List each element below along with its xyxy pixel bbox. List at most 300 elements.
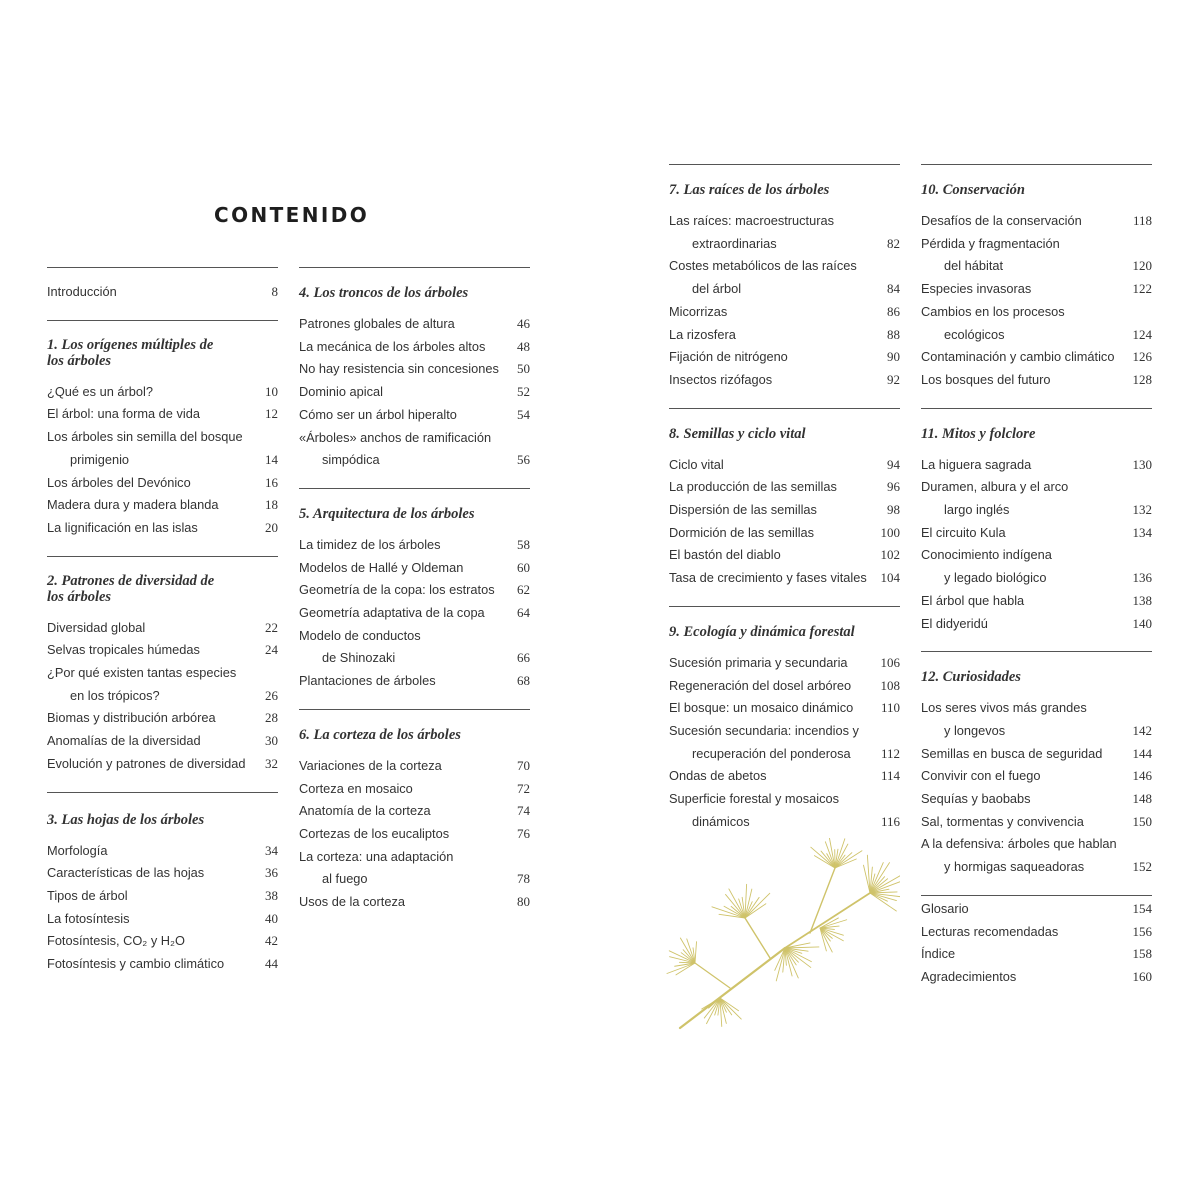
- toc-entry[interactable]: [921, 476, 1152, 521]
- entry-title-line: Dormición de las semillas: [669, 524, 815, 540]
- toc-entry[interactable]: [669, 476, 900, 499]
- section-title[interactable]: 11. Mitos y folclore: [921, 425, 1036, 442]
- toc-column-4: [921, 164, 1152, 989]
- toc-entry[interactable]: [921, 833, 1152, 878]
- entry-title-line: Pérdida y fragmentación: [921, 235, 1060, 251]
- toc-entry[interactable]: [299, 381, 530, 404]
- entry-page: 106: [880, 654, 900, 670]
- entry-title-line: La rizosfera: [669, 326, 736, 342]
- entry-title: [299, 336, 517, 359]
- section-title[interactable]: 9. Ecología y dinámica forestal: [669, 623, 855, 640]
- entry-title: [47, 753, 265, 776]
- entry-page: 42: [265, 933, 278, 949]
- entry-title-line: La lignificación en las islas: [47, 519, 198, 535]
- entry-title: [921, 613, 1133, 636]
- toc-entry[interactable]: [921, 811, 1152, 834]
- entry-title: [299, 381, 517, 404]
- entry-page: 138: [1132, 592, 1152, 608]
- toc-section-8: [669, 408, 900, 606]
- entry-list: [47, 617, 278, 776]
- toc-entry[interactable]: [921, 590, 1152, 613]
- entry-page: 68: [517, 673, 530, 689]
- entry-title: [47, 617, 265, 640]
- entry-title: [299, 846, 517, 891]
- entry-page: 118: [1132, 213, 1152, 228]
- section-title[interactable]: 7. Las raíces de los árboles: [669, 182, 830, 198]
- entry-title-line: Diversidad global: [47, 619, 146, 635]
- entry-page: 158: [1132, 946, 1152, 962]
- toc-intro-block: [47, 267, 278, 320]
- entry-title: [921, 788, 1133, 811]
- entry-title: [921, 476, 1133, 521]
- toc-entry[interactable]: [47, 707, 278, 730]
- toc-entry[interactable]: [921, 921, 1152, 944]
- entry-page: 8: [271, 284, 278, 299]
- entry-title: [299, 358, 517, 381]
- toc-entry[interactable]: [921, 278, 1152, 301]
- toc-entry[interactable]: [921, 233, 1152, 278]
- toc-entry[interactable]: [921, 943, 1152, 966]
- toc-section-1: [47, 320, 278, 556]
- toc-column-1: [47, 267, 278, 976]
- entry-title: [669, 720, 881, 765]
- entry-title-line: Especies invasoras: [921, 281, 1032, 297]
- entry-title-line: Los bosques del futuro: [921, 371, 1051, 387]
- entry-page: 40: [265, 910, 278, 926]
- entry-page: 124: [1132, 326, 1152, 342]
- toc-entry[interactable]: [921, 765, 1152, 788]
- toc-section-12: [921, 651, 1152, 895]
- entry-page: 78: [517, 871, 530, 887]
- entry-title: [921, 369, 1133, 392]
- entry-title-line: El árbol que habla: [921, 592, 1025, 608]
- toc-entry[interactable]: [669, 720, 900, 765]
- entry-page: 96: [887, 479, 900, 495]
- entry-page: 48: [517, 338, 530, 354]
- entry-title: [299, 313, 517, 336]
- entry-title: [299, 427, 517, 472]
- entry-title-continuation: ecológicos: [944, 326, 1005, 342]
- entry-list: [669, 454, 900, 590]
- entry-page: 50: [517, 361, 530, 377]
- toc-entry[interactable]: [47, 840, 278, 863]
- toc-entry[interactable]: [299, 336, 530, 359]
- toc-entry[interactable]: [299, 800, 530, 823]
- entry-page: 22: [265, 619, 278, 635]
- entry-title-continuation: extraordinarias: [692, 235, 777, 251]
- entry-page: 66: [517, 650, 530, 666]
- entry-title: [669, 697, 881, 720]
- entry-page: 18: [265, 497, 278, 513]
- toc-entry[interactable]: [669, 788, 900, 833]
- entry-title-line: Patrones globales de altura: [299, 316, 455, 331]
- entry-page: 76: [517, 825, 530, 841]
- toc-entry[interactable]: [921, 544, 1152, 589]
- entry-title: [921, 966, 1133, 989]
- entry-title-line: ¿Qué es un árbol?: [47, 383, 153, 399]
- entry-page: 110: [880, 700, 900, 716]
- entry-title-line: «Árboles» anchos de ramificación: [299, 429, 492, 445]
- entry-title-line: Cómo ser un árbol hiperalto: [299, 406, 457, 422]
- entry-title: [299, 625, 517, 670]
- entry-page: 72: [517, 780, 530, 796]
- entry-page: 64: [517, 605, 530, 621]
- toc-entry[interactable]: [921, 898, 1152, 921]
- entry-title-line: No hay resistencia sin concesiones: [299, 361, 499, 377]
- entry-title: [47, 930, 265, 953]
- entry-page: 54: [517, 406, 530, 422]
- toc-entry[interactable]: [299, 670, 530, 693]
- entry-title: [921, 697, 1133, 742]
- entry-title: [299, 557, 517, 580]
- toc-entry[interactable]: [669, 675, 900, 698]
- entry-title-line: Desafíos de la conservación: [921, 213, 1082, 228]
- toc-entry[interactable]: [47, 662, 278, 707]
- entry-title: [299, 778, 517, 801]
- entry-title: [921, 943, 1133, 966]
- toc-entry[interactable]: [669, 652, 900, 675]
- toc-entry[interactable]: [669, 697, 900, 720]
- entry-title-line: Características de las hojas: [47, 865, 205, 881]
- entry-page: 20: [265, 519, 278, 535]
- toc-entry[interactable]: [669, 324, 900, 347]
- toc-section-5: [299, 488, 530, 709]
- toc-entry[interactable]: [47, 953, 278, 976]
- entry-title-line: Glosario: [921, 900, 969, 916]
- toc-entry[interactable]: [669, 346, 900, 369]
- toc-entry[interactable]: [47, 930, 278, 953]
- entry-title-line: Fotosíntesis y cambio climático: [47, 956, 225, 972]
- entry-title: [669, 652, 881, 675]
- entry-title-continuation: en los trópicos?: [70, 687, 160, 703]
- entry-page: 90: [887, 349, 900, 365]
- entry-title-line: Fijación de nitrógeno: [669, 349, 788, 365]
- entry-page: 140: [1132, 615, 1152, 631]
- toc-entry[interactable]: [921, 788, 1152, 811]
- entry-title: [921, 454, 1133, 477]
- entry-title-line: Evolución y patrones de diversidad: [47, 755, 246, 771]
- entry-title: [47, 908, 265, 931]
- entry-title: [669, 675, 881, 698]
- toc-entry[interactable]: [299, 778, 530, 801]
- toc-entry[interactable]: [299, 427, 530, 472]
- entry-title: [921, 765, 1133, 788]
- entry-page: 126: [1132, 349, 1152, 365]
- entry-title-line: Variaciones de la corteza: [299, 757, 442, 773]
- entry-page: 60: [517, 559, 530, 575]
- entry-title-line: Selvas tropicales húmedas: [47, 642, 200, 658]
- entry-title-line: Dispersión de las semillas: [669, 502, 817, 518]
- section-title[interactable]: 3. Las hojas de los árboles: [47, 811, 205, 828]
- entry-page: 116: [880, 813, 900, 829]
- entry-list: [47, 840, 278, 976]
- toc-entry[interactable]: [921, 454, 1152, 477]
- toc-entry[interactable]: [921, 522, 1152, 545]
- toc-entry[interactable]: [299, 755, 530, 778]
- entry-title: [299, 823, 517, 846]
- entry-title: [669, 454, 887, 477]
- section-title[interactable]: 12. Curiosidades: [921, 669, 1021, 686]
- toc-entry[interactable]: [47, 908, 278, 931]
- toc-section-4: [299, 267, 530, 488]
- section-title[interactable]: 1. Los orígenes múltiples de los árboles: [47, 336, 214, 369]
- toc-column-2: [299, 267, 530, 914]
- entry-title: [669, 346, 887, 369]
- entry-page: 94: [887, 456, 900, 472]
- toc-entry[interactable]: [669, 210, 900, 255]
- toc-entry[interactable]: [669, 255, 900, 300]
- toc-entry[interactable]: [47, 403, 278, 426]
- section-title[interactable]: 10. Conservación: [921, 182, 1025, 198]
- toc-entry[interactable]: [47, 381, 278, 404]
- entry-title: [299, 891, 517, 914]
- entry-title-line: ¿Por qué existen tantas especies: [47, 665, 237, 681]
- entry-title: [669, 788, 881, 833]
- entry-page: 52: [517, 384, 530, 400]
- entry-page: 130: [1132, 456, 1152, 472]
- toc-entry[interactable]: [299, 823, 530, 846]
- entry-page: 44: [265, 956, 278, 972]
- entry-page: 82: [887, 235, 900, 251]
- toc-entry[interactable]: [669, 567, 900, 590]
- toc-entry[interactable]: [299, 534, 530, 557]
- entry-page: 58: [517, 536, 530, 552]
- entry-title: [921, 210, 1133, 233]
- entry-page: 32: [265, 755, 278, 771]
- entry-page: 154: [1132, 900, 1152, 916]
- entry-title-line: Costes metabólicos de las raíces: [669, 258, 857, 274]
- section-title[interactable]: 4. Los troncos de los árboles: [299, 285, 469, 301]
- entry-title-line: El bastón del diablo: [669, 547, 781, 563]
- entry-title: [921, 233, 1133, 278]
- toc-entry[interactable]: [47, 753, 278, 776]
- entry-title-line: Índice: [921, 946, 956, 962]
- toc-entry[interactable]: [299, 846, 530, 891]
- entry-title: [47, 862, 265, 885]
- entry-title-continuation: al fuego: [322, 871, 368, 887]
- entry-title-line: Insectos rizófagos: [669, 371, 773, 387]
- entry-title: [669, 765, 881, 788]
- toc-entry[interactable]: [299, 579, 530, 602]
- toc-entry[interactable]: [921, 966, 1152, 989]
- entry-page: 160: [1132, 968, 1152, 984]
- entry-page: 142: [1132, 722, 1152, 738]
- entry-title-line: Dominio apical: [299, 384, 383, 400]
- toc-entry[interactable]: [921, 743, 1152, 766]
- entry-title-line: Regeneración del dosel arbóreo: [669, 677, 852, 693]
- entry-page: 108: [880, 677, 900, 693]
- toc-entry[interactable]: [47, 617, 278, 640]
- entry-page: 100: [880, 524, 900, 540]
- entry-title: [47, 730, 265, 753]
- toc-section-6: [299, 709, 530, 914]
- toc-entry[interactable]: [669, 522, 900, 545]
- toc-entry[interactable]: [299, 891, 530, 914]
- entry-title: [299, 579, 517, 602]
- toc-entry[interactable]: [921, 369, 1152, 392]
- entry-title-line: Usos de la corteza: [299, 894, 405, 910]
- entry-page: 146: [1132, 768, 1152, 784]
- entry-title-line: Modelo de conductos: [299, 627, 421, 643]
- entry-title-line: Los seres vivos más grandes: [921, 700, 1087, 716]
- toc-entry[interactable]: [921, 210, 1152, 233]
- entry-title: [921, 590, 1133, 613]
- entry-title-line: Ondas de abetos: [669, 768, 767, 784]
- toc-entry[interactable]: [47, 517, 278, 540]
- entry-title-line: Agradecimientos: [921, 968, 1017, 984]
- entry-page: 74: [517, 803, 530, 819]
- entry-title-line: Anatomía de la corteza: [299, 803, 431, 819]
- entry-title-line: Biomas y distribución arbórea: [47, 710, 216, 726]
- toc-entry[interactable]: [669, 544, 900, 567]
- entry-title: [921, 301, 1133, 346]
- entry-title-line: Las raíces: macroestructuras: [669, 213, 834, 228]
- toc-column-3: [669, 164, 900, 833]
- toc-entry[interactable]: [47, 730, 278, 753]
- toc-entry[interactable]: [47, 472, 278, 495]
- entry-page: 156: [1132, 923, 1152, 939]
- toc-entry[interactable]: [299, 313, 530, 336]
- toc-entry[interactable]: [921, 697, 1152, 742]
- section-title[interactable]: 5. Arquitectura de los árboles: [299, 505, 475, 522]
- entry-title: [921, 743, 1133, 766]
- entry-title: [299, 404, 517, 427]
- entry-title-line: Duramen, albura y el arco: [921, 479, 1069, 495]
- section-title[interactable]: 8. Semillas y ciclo vital: [669, 425, 806, 442]
- toc-entry[interactable]: [669, 765, 900, 788]
- entry-title-line: El didyeridú: [921, 615, 988, 631]
- entry-page: 122: [1132, 281, 1152, 297]
- entry-title: [669, 324, 887, 347]
- entry-title-line: La timidez de los árboles: [299, 536, 441, 552]
- section-title[interactable]: 2. Patrones de diversidad de los árboles: [47, 572, 215, 605]
- entry-page: 92: [887, 371, 900, 387]
- entry-title: [299, 670, 517, 693]
- entry-title: [669, 544, 881, 567]
- entry-title: [47, 639, 265, 662]
- entry-title: [921, 346, 1133, 369]
- toc-entry[interactable]: [669, 301, 900, 324]
- entry-title-line: El bosque: un mosaico dinámico: [669, 700, 854, 716]
- entry-title-continuation: del hábitat: [944, 258, 1004, 274]
- toc-entry[interactable]: [669, 454, 900, 477]
- entry-title: [47, 707, 265, 730]
- toc-entry[interactable]: [299, 557, 530, 580]
- entry-title: [669, 567, 881, 590]
- entry-title-continuation: simpódica: [322, 452, 380, 468]
- entry-page: 114: [880, 768, 900, 784]
- toc-entry[interactable]: [47, 885, 278, 908]
- entry-page: 70: [517, 757, 530, 773]
- entry-page: 104: [880, 570, 900, 586]
- entry-page: 12: [265, 406, 278, 422]
- entry-page: 46: [517, 316, 530, 331]
- entry-page: 30: [265, 733, 278, 749]
- entry-title-line: Convivir con el fuego: [921, 768, 1041, 784]
- entry-page: 152: [1132, 859, 1152, 875]
- entry-title-continuation: y legado biológico: [944, 570, 1047, 586]
- toc-entry[interactable]: [921, 346, 1152, 369]
- entry-title: [921, 898, 1133, 921]
- page-title: CONTENIDO: [214, 203, 370, 227]
- toc-entry-introduction[interactable]: [47, 281, 278, 304]
- toc-entry[interactable]: [299, 358, 530, 381]
- entry-title-line: Fotosíntesis, CO₂ y H₂O: [47, 933, 185, 949]
- toc-entry[interactable]: [47, 426, 278, 471]
- entry-page: 88: [887, 326, 900, 342]
- entry-page: 102: [880, 547, 900, 563]
- entry-page: 26: [265, 687, 278, 703]
- entry-page: 144: [1132, 745, 1152, 761]
- entry-title-line: Morfología: [47, 842, 108, 858]
- entry-list: [669, 652, 900, 834]
- entry-title-line: La mecánica de los árboles altos: [299, 338, 486, 354]
- entry-title: [921, 544, 1133, 589]
- entry-title-continuation: primigenio: [70, 451, 130, 467]
- toc-section-11: [921, 408, 1152, 652]
- entry-title-continuation: y hormigas saqueadoras: [944, 859, 1085, 875]
- entry-list: [921, 210, 1152, 392]
- entry-title-line: Tasa de crecimiento y fases vitales: [669, 570, 867, 586]
- entry-title: [47, 403, 265, 426]
- entry-title-line: Cambios en los procesos: [921, 303, 1065, 319]
- toc-entry[interactable]: [921, 301, 1152, 346]
- entry-title-continuation: de Shinozaki: [322, 650, 396, 666]
- toc-entry[interactable]: [299, 625, 530, 670]
- toc-entry[interactable]: [299, 602, 530, 625]
- toc-entry[interactable]: [669, 369, 900, 392]
- entry-page: 134: [1132, 524, 1152, 540]
- toc-entry[interactable]: [669, 499, 900, 522]
- entry-title: [921, 278, 1133, 301]
- entry-title-line: Sal, tormentas y convivencia: [921, 813, 1084, 829]
- toc-entry[interactable]: [921, 613, 1152, 636]
- entry-page: 16: [265, 474, 278, 490]
- entry-title-line: Plantaciones de árboles: [299, 673, 436, 689]
- entry-page: 10: [265, 383, 278, 399]
- toc-entry[interactable]: [47, 494, 278, 517]
- entry-page: 38: [265, 887, 278, 903]
- entry-title: [921, 811, 1133, 834]
- entry-title-line: Semillas en busca de seguridad: [921, 745, 1103, 761]
- entry-title-line: La higuera sagrada: [921, 456, 1032, 472]
- pine-sprig-icon: [660, 838, 900, 1038]
- entry-title-line: Superficie forestal y mosaicos: [669, 791, 839, 807]
- entry-title-line: El circuito Kula: [921, 524, 1006, 540]
- entry-page: 98: [887, 502, 900, 518]
- entry-title-line: Cortezas de los eucaliptos: [299, 825, 450, 841]
- entry-title-line: Corteza en mosaico: [299, 780, 413, 796]
- toc-entry[interactable]: [47, 639, 278, 662]
- entry-title: [47, 381, 265, 404]
- entry-title: [299, 800, 517, 823]
- entry-list: [299, 534, 530, 693]
- entry-title: [921, 921, 1133, 944]
- entry-title-line: Anomalías de la diversidad: [47, 733, 201, 749]
- entry-title-continuation: recuperación del ponderosa: [692, 745, 851, 761]
- toc-entry[interactable]: [47, 862, 278, 885]
- section-title[interactable]: 6. La corteza de los árboles: [299, 726, 461, 743]
- toc-entry[interactable]: [299, 404, 530, 427]
- entry-title: [669, 210, 887, 255]
- entry-page: 112: [880, 745, 900, 761]
- toc-section-2: [47, 556, 278, 792]
- entry-title-line: Lecturas recomendadas: [921, 923, 1059, 939]
- entry-title: [299, 755, 517, 778]
- entry-title: [299, 602, 517, 625]
- entry-title: [669, 255, 887, 300]
- entry-page: 62: [517, 582, 530, 598]
